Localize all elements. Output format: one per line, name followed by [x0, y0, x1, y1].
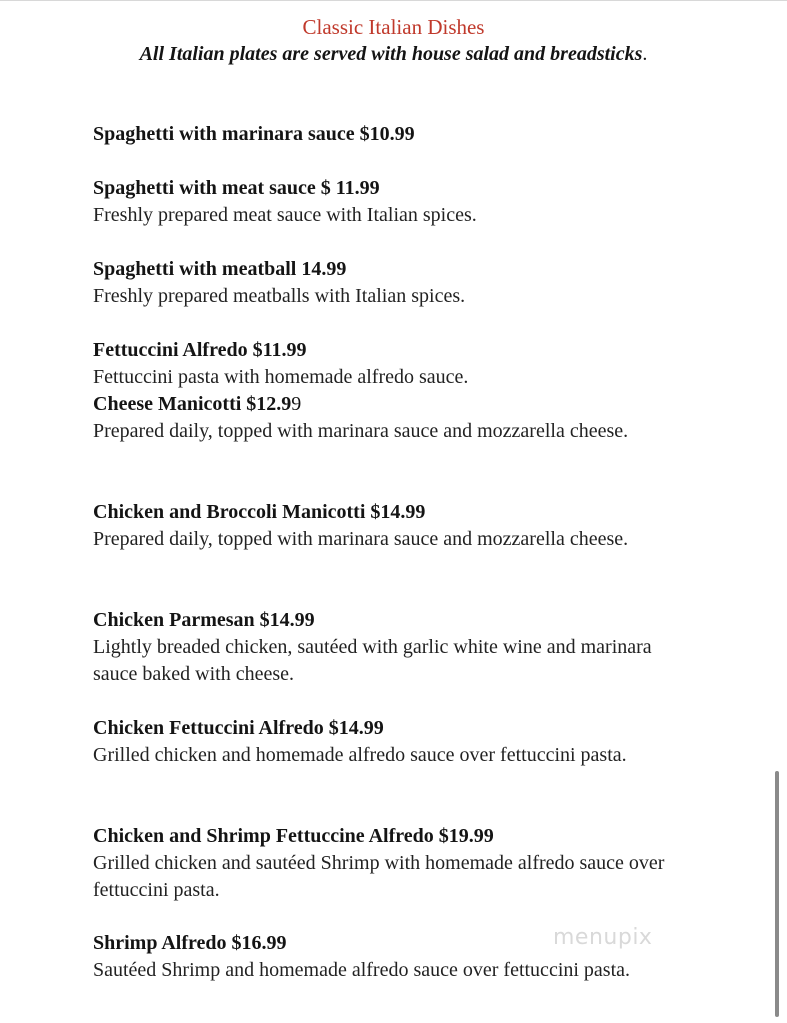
- menu-item: [93, 256, 693, 310]
- vertical-scrollbar[interactable]: [775, 771, 779, 1017]
- menu-item-description: Freshly prepared meat sauce with Italian spices.: [93, 204, 477, 226]
- menu-item: [93, 175, 693, 229]
- menu-item-description: Lightly breaded chicken, sautéed with garlic white wine and marinara sauce baked with cheese.: [93, 636, 652, 685]
- menu-item: [93, 337, 693, 391]
- menu-item-description: Grilled chicken and sautéed Shrimp with homemade alfredo sauce over fettuccini pasta.: [93, 852, 665, 901]
- menu-item-title: Shrimp Alfredo $16.99: [93, 932, 287, 954]
- watermark-logo: menupix: [553, 925, 653, 950]
- menu-item-title-tail: 9: [291, 393, 302, 415]
- menu-item-title-text: Cheese Manicotti $12.9: [93, 393, 292, 415]
- menu-item-title: Chicken Fettuccini Alfredo $14.99: [93, 717, 384, 739]
- menu-item-title: Chicken Parmesan $14.99: [93, 609, 315, 631]
- menu-item: [93, 607, 693, 688]
- menu-item-description: Prepared daily, topped with marinara sauce and mozzarella cheese.: [93, 528, 629, 550]
- menu-item-title: Chicken and Broccoli Manicotti $14.99: [93, 501, 426, 523]
- menu-item-title: Spaghetti with marinara sauce $10.99: [93, 123, 415, 145]
- menu-item-title: Spaghetti with meatball 14.99: [93, 258, 347, 280]
- menu-item-title: Fettuccini Alfredo $11.99: [93, 339, 307, 361]
- subheading-period: .: [642, 43, 648, 65]
- menu-subheading: [0, 41, 787, 67]
- menu-item: [93, 715, 693, 769]
- menu-heading: Classic Italian Dishes: [302, 15, 485, 39]
- top-divider: [0, 0, 787, 1]
- menu-item: [93, 499, 693, 553]
- menu-item: [93, 391, 693, 445]
- menu-item-description: Sautéed Shrimp and homemade alfredo sauce over fettuccini pasta.: [93, 959, 631, 981]
- menu-item-title: [93, 391, 693, 418]
- menu-item-description: Prepared daily, topped with marinara sauce and mozzarella cheese.: [93, 420, 629, 442]
- menu-item-description: Freshly prepared meatballs with Italian spices.: [93, 285, 466, 307]
- menu-item-title: Chicken and Shrimp Fettuccine Alfredo $19.99: [93, 825, 494, 847]
- menu-item-description: Grilled chicken and homemade alfredo sauce over fettuccini pasta.: [93, 744, 627, 766]
- menu-item-title: Spaghetti with meat sauce $ 11.99: [93, 177, 380, 199]
- menu-item: [93, 121, 693, 148]
- subheading-text: All Italian plates are served with house salad and breadsticks: [139, 43, 643, 65]
- menu-item: [93, 823, 693, 904]
- menu-item-description: Fettuccini pasta with homemade alfredo sauce.: [93, 366, 469, 388]
